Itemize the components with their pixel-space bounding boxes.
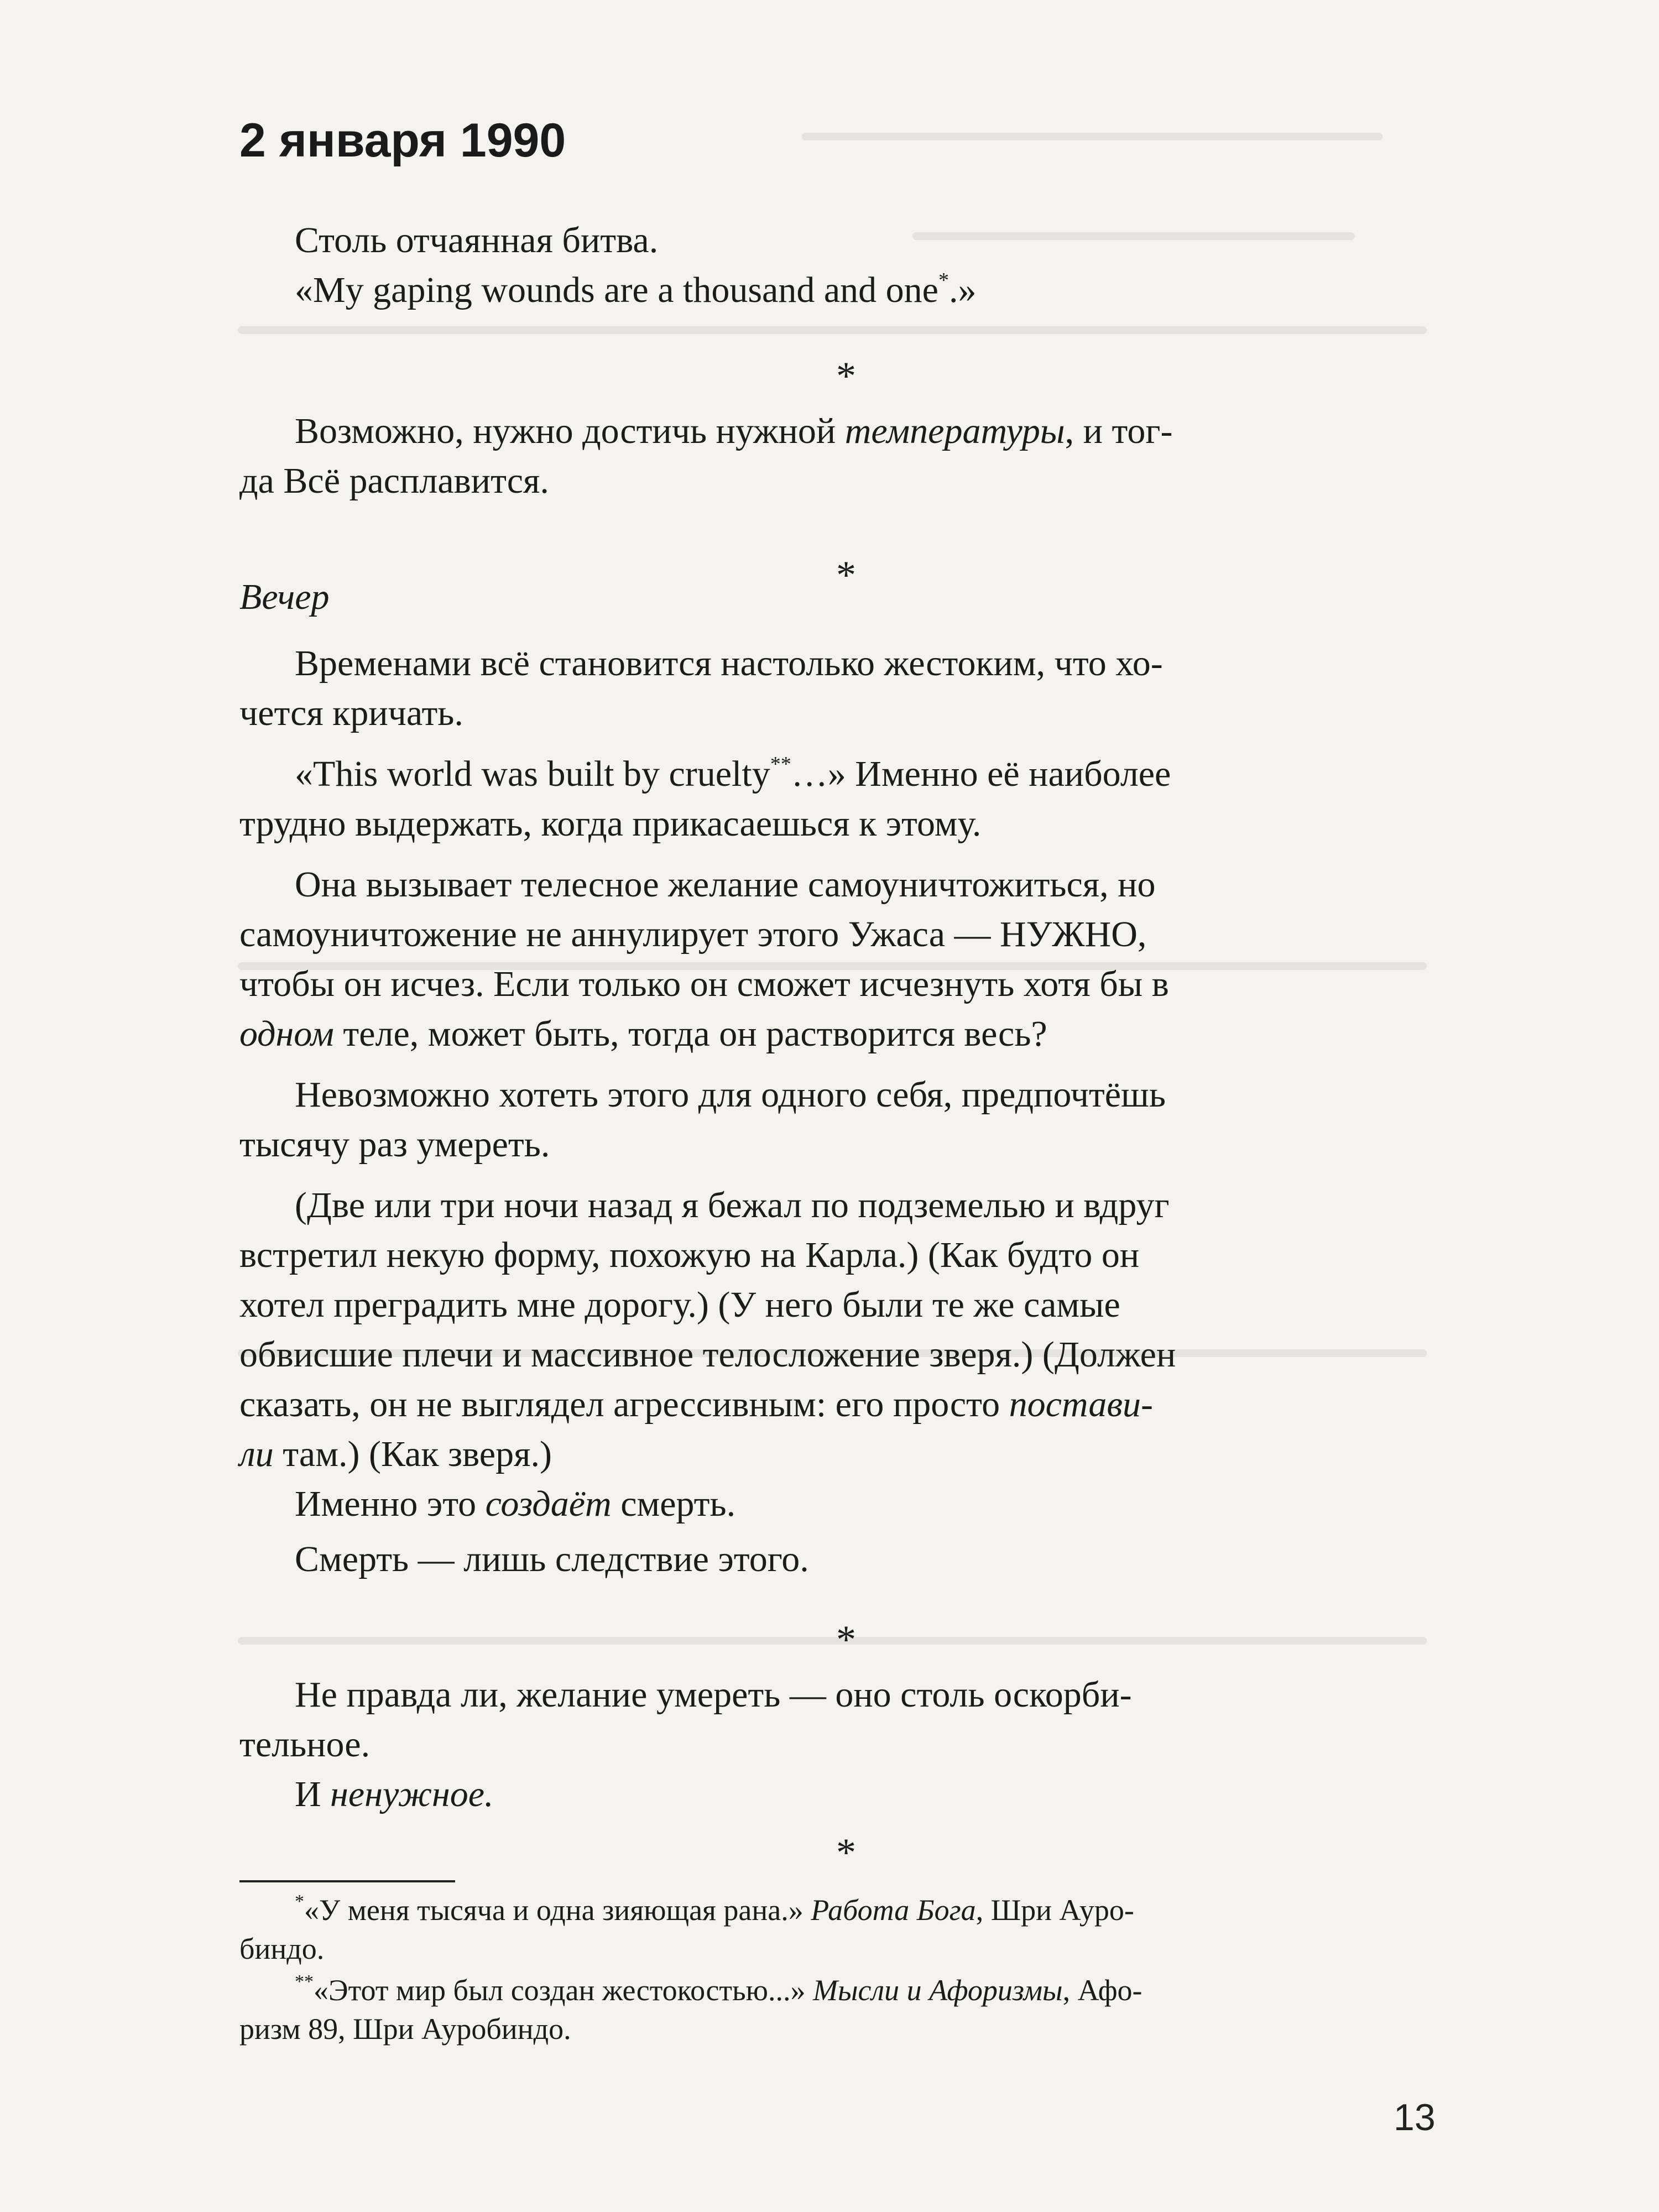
footnote-2: **«Этот мир был создан жестокостью...» Мысли и Афоризмы, Афо- (295, 1971, 1142, 2007)
text-line: (Две или три ночи назад я бежал по подземелью и вдруг (295, 1185, 1170, 1225)
page-number: 13 (1394, 2096, 1436, 2138)
text-line: Возможно, нужно достичь нужной температуры, и тог- (295, 411, 1173, 451)
footnote-ref: * (938, 269, 949, 292)
footnote-rule (239, 1880, 455, 1882)
text-line: Не правда ли, желание умереть — оно столь оскорби- (295, 1674, 1132, 1715)
text-line: самоуничтожение не аннулирует этого Ужаса — НУЖНО, (239, 914, 1147, 954)
text-line: встретил некую форму, похожую на Карла.) (Как будто он (239, 1235, 1140, 1275)
text-line: да Всё расплавится. (239, 461, 549, 501)
section-separator: * (836, 553, 856, 597)
section-separator: * (836, 1618, 856, 1662)
footnote-1: *«У меня тысяча и одна зияющая рана.» Работа Бога, Шри Ауро- (295, 1891, 1134, 1927)
text-line: обвисшие плечи и массивное телосложение зверя.) (Должен (239, 1334, 1176, 1375)
bleed-through-line (802, 133, 1383, 140)
text-line: ли там.) (Как зверя.) (239, 1434, 552, 1474)
bleed-through-line (238, 326, 1427, 334)
text-line: чтобы он исчез. Если только он сможет исчезнуть хотя бы в (239, 964, 1169, 1004)
section-separator: * (836, 354, 856, 398)
text-line: Столь отчаянная битва. (295, 220, 659, 260)
text-line: Невозможно хотеть этого для одного себя, предпочтёшь (295, 1074, 1166, 1115)
entry-subheading: Вечер (239, 577, 330, 617)
text-line: «My gaping wounds are a thousand and one*.» (295, 269, 977, 310)
text-line: Именно это создаёт смерть. (295, 1484, 736, 1524)
text-line: сказать, он не выглядел агрессивным: его просто постави- (239, 1384, 1153, 1425)
text-line: одном теле, может быть, тогда он растворится весь? (239, 1014, 1047, 1054)
entry-date-heading: 2 января 1990 (239, 114, 566, 167)
footnote-ref: ** (770, 753, 791, 776)
text-line: чется кричать. (239, 693, 463, 733)
text-line: «This world was built by cruelty**…» Именно её наиболее (295, 753, 1171, 794)
footnote-1-cont: биндо. (239, 1932, 325, 1965)
text-line: И ненужное. (295, 1774, 494, 1814)
text-line: тысячу раз умереть. (239, 1124, 550, 1165)
text-line: Она вызывает телесное желание самоуничтожиться, но (295, 864, 1156, 905)
text-line: Смерть — лишь следствие этого. (295, 1539, 809, 1579)
section-separator: * (836, 1830, 856, 1875)
text-line: Временами всё становится настолько жестоким, что хо- (295, 643, 1163, 684)
text-line: трудно выдержать, когда прикасаешься к этому. (239, 804, 982, 844)
footnote-2-cont: ризм 89, Шри Ауробиндо. (239, 2012, 571, 2046)
footnote-mark: * (295, 1891, 304, 1912)
footnote-mark: ** (295, 1971, 314, 1992)
text-line: хотел преградить мне дорогу.) (У него были те же самые (239, 1285, 1120, 1325)
text-line: тельное. (239, 1724, 371, 1765)
